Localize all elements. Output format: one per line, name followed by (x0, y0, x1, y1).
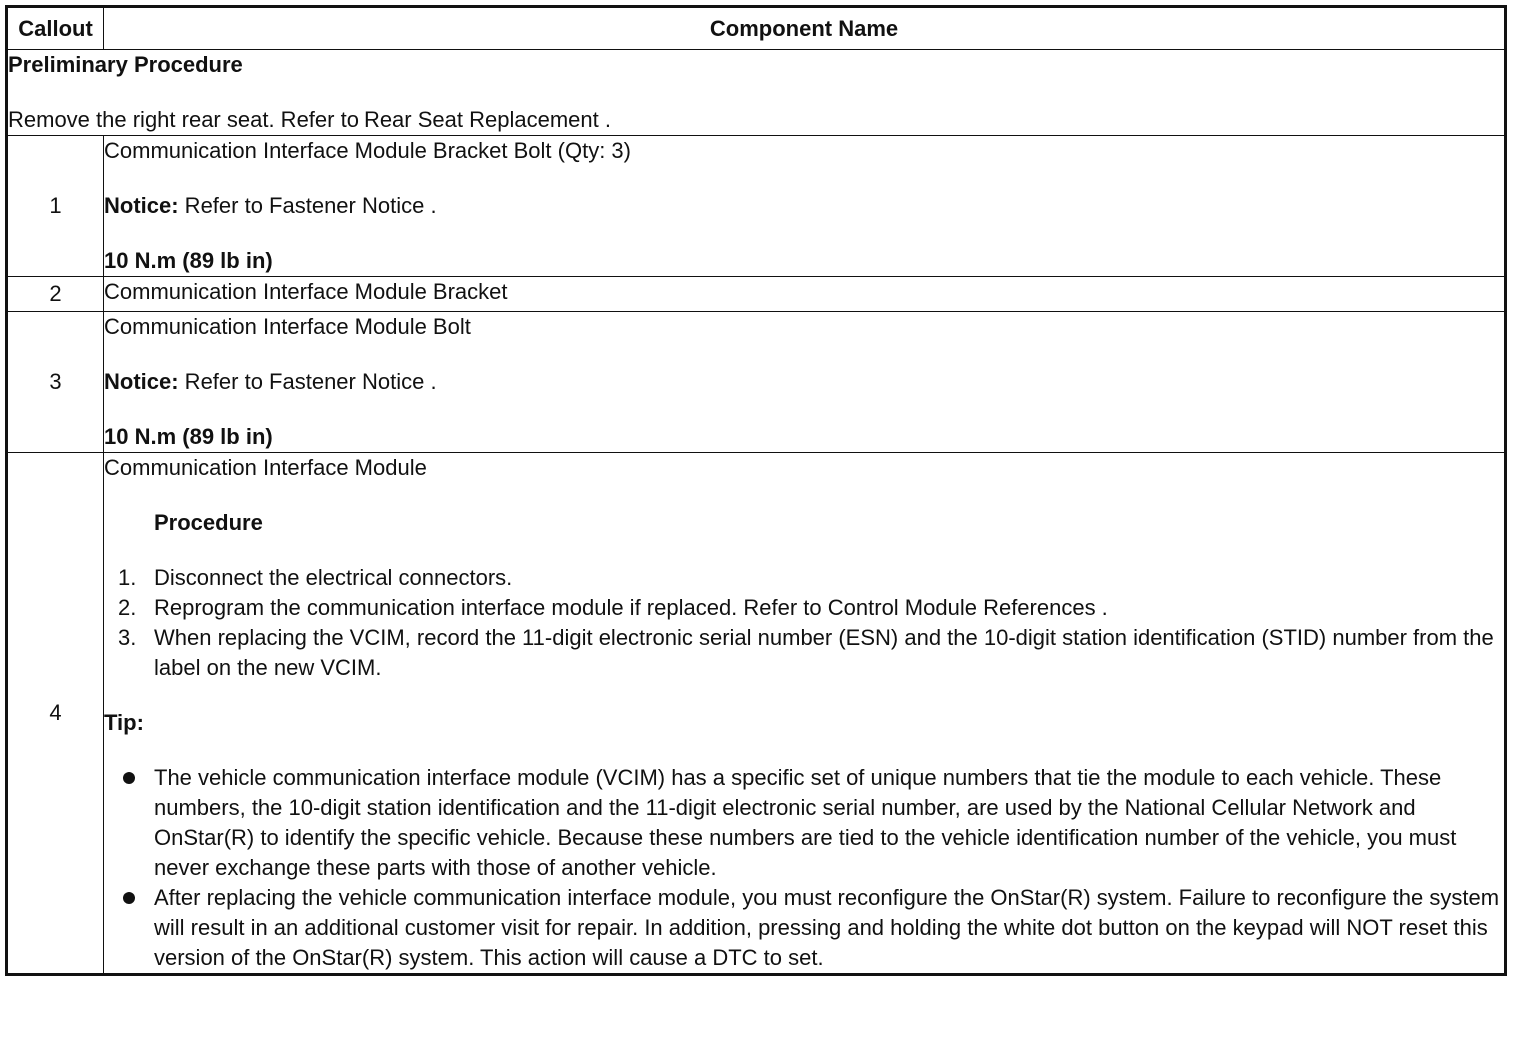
preliminary-text: Remove the right rear seat. Refer to Rear Seat Replacement . (8, 107, 611, 132)
component-name: Communication Interface Module Bracket Bolt (Qty: 3) (104, 138, 631, 163)
table-row (7, 453, 1506, 975)
component-cell (104, 277, 1506, 312)
callout-number: 3 (7, 312, 104, 453)
component-cell (104, 136, 1506, 277)
tip-list (104, 763, 1504, 973)
fastener-notice-link[interactable]: Fastener Notice (269, 369, 425, 394)
list-item: 3. When replacing the VCIM, record the 11-digit electronic serial number (ESN) and the 10-digit station identification (STID) number from the label on the new VCIM. (118, 625, 1494, 680)
component-name: Communication Interface Module Bracket (104, 279, 508, 304)
callout-number: 2 (7, 277, 104, 312)
preliminary-row (7, 50, 1506, 136)
component-cell (104, 312, 1506, 453)
bullet-icon (123, 772, 135, 784)
callout-number: 4 (7, 453, 104, 975)
component-name: Communication Interface Module (104, 455, 427, 480)
list-item: 1. Disconnect the electrical connectors. (118, 565, 513, 590)
table-row (7, 312, 1506, 453)
list-item: After replacing the vehicle communication interface module, you must reconfigure the OnStar(R) system. Failure to reconfigure the system will result in an additional customer visit for repair. In addition, pressing and holding the white dot button on the keypad will NOT reset this version of the OnStar(R) system. This action will cause a DTC to set. (104, 883, 1504, 973)
list-item: 2. Reprogram the communication interface module if replaced. Refer to Control Module References . (118, 595, 1108, 620)
table-header-row (7, 7, 1506, 50)
component-name: Communication Interface Module Bolt (104, 314, 471, 339)
procedure-steps (104, 563, 1504, 683)
preliminary-cell (7, 50, 1506, 136)
table-row (7, 136, 1506, 277)
bullet-icon (123, 892, 135, 904)
component-cell (104, 453, 1506, 975)
preliminary-title: Preliminary Procedure (8, 52, 243, 77)
notice: Notice: Refer to Fastener Notice . (104, 193, 437, 218)
torque-spec: 10 N.m (89 lb in) (104, 424, 273, 449)
fastener-notice-link[interactable]: Fastener Notice (269, 193, 425, 218)
rear-seat-replacement-link[interactable]: Rear Seat Replacement (363, 107, 599, 132)
component-table (5, 5, 1507, 976)
tip-label: Tip: (104, 710, 144, 735)
callout-number: 1 (7, 136, 104, 277)
procedure-title: Procedure (154, 510, 263, 535)
torque-spec: 10 N.m (89 lb in) (104, 248, 273, 273)
header-component-name: Component Name (104, 7, 1506, 50)
list-item: The vehicle communication interface module (VCIM) has a specific set of unique numbers that tie the module to each vehicle. These numbers, the 10-digit station identification and the 11-digit electronic serial number, are used by the National Cellular Network and OnStar(R) to identify the specific vehicle. Because these numbers are tied to the vehicle identification number of the vehicle, you must never exchange these parts with those of another vehicle. (104, 763, 1504, 883)
header-callout: Callout (7, 7, 104, 50)
notice: Notice: Refer to Fastener Notice . (104, 369, 437, 394)
table-row (7, 277, 1506, 312)
